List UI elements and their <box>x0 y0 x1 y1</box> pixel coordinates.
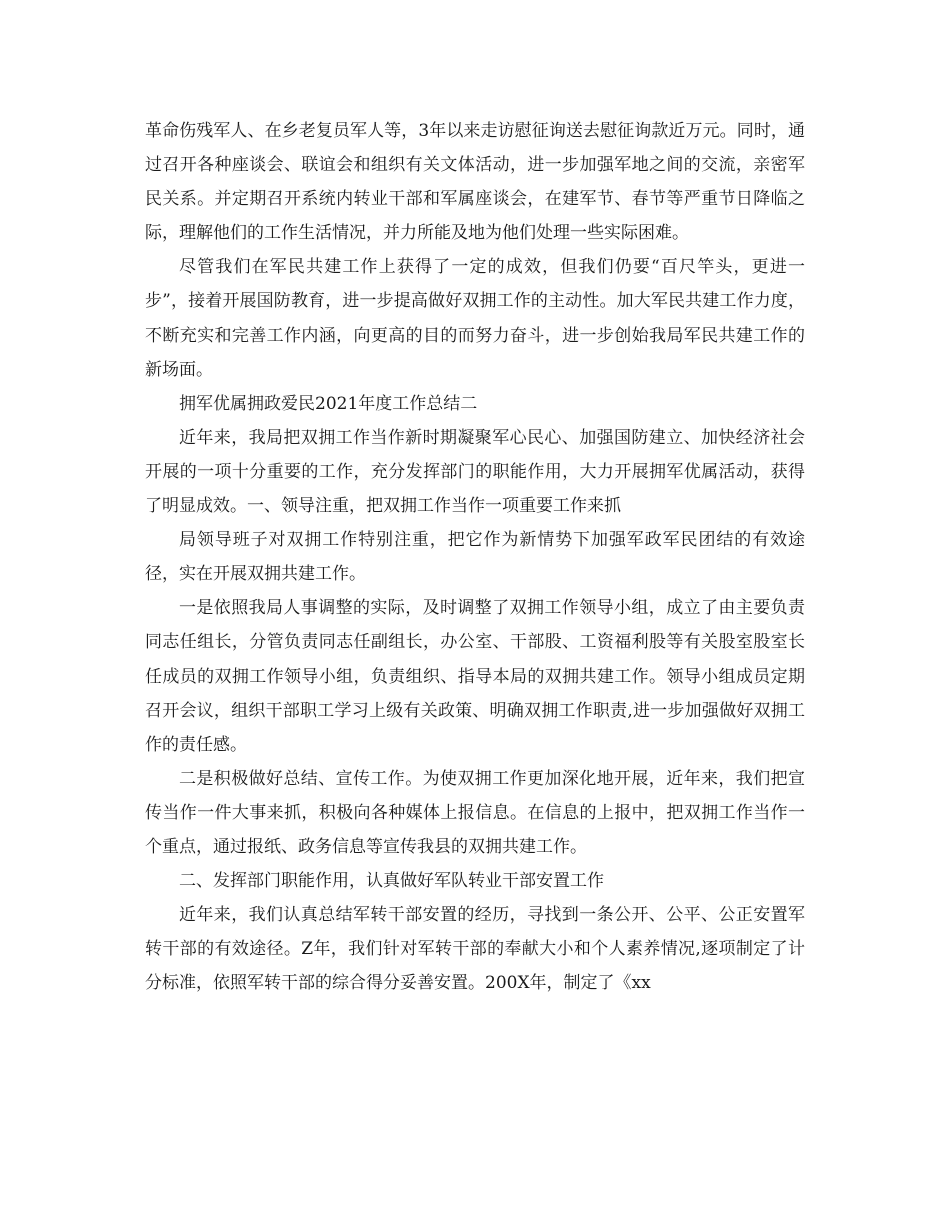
paragraph: 尽管我们在军民共建工作上获得了一定的成效，但我们仍要“百尺竿头，更进一步”，接着开展国防教育，进一步提高做好双拥工作的主动性。加大军民共建工作力度，不断充实和完善工作内涵，向更高的目的而努力奋斗，进一步创始我局军民共建工作的新场面。 <box>145 257 805 380</box>
document-body <box>145 114 805 1000</box>
paragraph: 革命伤残军人、在乡老复员军人等，3年以来走访慰征询送去慰征询款近万元。同时，通过召开各种座谈会、联谊会和组织有关文体活动，进一步加强军地之间的交流，亲密军民关系。并定期召开系统内转业干部和军属座谈会，在建军节、春节等严重节日降临之际，理解他们的工作生活情况，并力所能及地为他们处理一些实际困难。 <box>145 121 805 244</box>
paragraph: 一是依照我局人事调整的实际，及时调整了双拥工作领导小组，成立了由主要负责同志任组长，分管负责同志任副组长，办公室、干部股、工资福利股等有关股室股室长任成员的双拥工作领导小组，负责组织、指导本局的双拥共建工作。领导小组成员定期召开会议，组织干部职工学习上级有关政策、明确双拥工作职责,进一步加强做好双拥工作的责任感。 <box>145 598 805 755</box>
paragraph: 二是积极做好总结、宣传工作。为使双拥工作更加深化地开展，近年来，我们把宣传当作一件大事来抓，积极向各种媒体上报信息。在信息的上报中，把双拥工作当作一个重点，通过报纸、政务信息等宣传我县的双拥共建工作。 <box>145 768 805 857</box>
paragraph: 近年来，我局把双拥工作当作新时期凝聚军心民心、加强国防建立、加快经济社会开展的一项十分重要的工作，充分发挥部门的职能作用，大力开展拥军优属活动，获得了明显成效。一、领导注重，把双拥工作当作一项重要工作来抓 <box>145 427 805 517</box>
section-heading: 二、发挥部门职能作用，认真做好军队转业干部安置工作 <box>179 871 604 892</box>
section-title: 拥军优属拥政爱民2021年度工作总结二 <box>179 393 478 414</box>
paragraph: 近年来，我们认真总结军转干部安置的经历，寻找到一条公开、公平、公正安置军转干部的有效途径。Z年，我们针对军转干部的奉献大小和个人素养情况,逐项制定了计分标准，依照军转干部的综合得分妥善安置。200X年，制定了《xx <box>145 905 805 994</box>
paragraph: 局领导班子对双拥工作特别注重，把它作为新情势下加强军政军民团结的有效途径，实在开展双拥共建工作。 <box>145 530 805 585</box>
